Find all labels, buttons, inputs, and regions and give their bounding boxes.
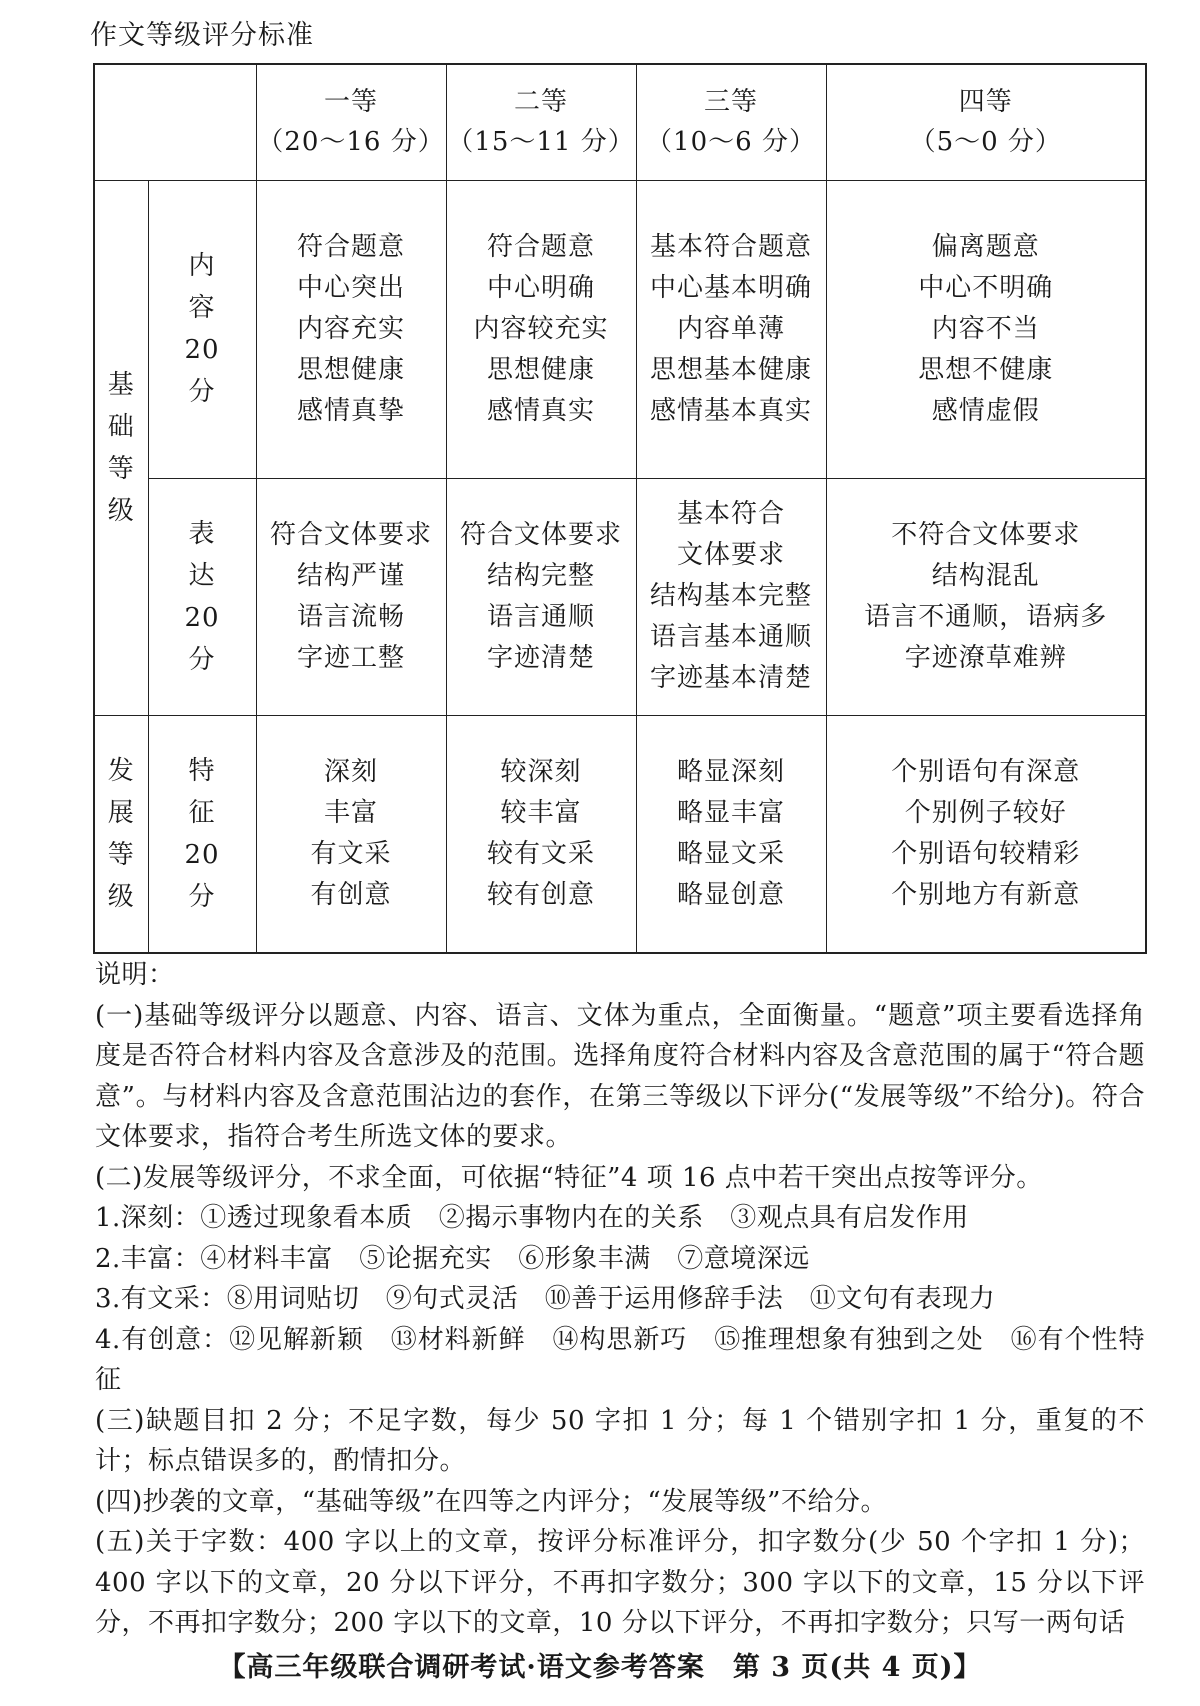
criterion-line: 有创意 <box>310 879 392 910</box>
category-char: 基 <box>107 369 135 400</box>
grade-header-3 <box>636 64 826 180</box>
criterion-line: 语言基本通顺 <box>649 622 812 652</box>
features-grade-2-cell <box>446 715 636 953</box>
criterion-line: 语言通顺 <box>486 601 595 632</box>
expression-row <box>94 478 1146 715</box>
criterion-line: 字迹基本清楚 <box>649 663 812 693</box>
criterion-line: 思想基本健康 <box>649 354 812 385</box>
grade-range: （15～11 分） <box>447 127 635 158</box>
label-char: 内 <box>188 251 216 281</box>
grade-header-2 <box>446 64 636 180</box>
criterion-line: 结构基本完整 <box>649 581 812 611</box>
page-heading: 作文等级评分标准 <box>90 20 314 51</box>
criterion-line: 有文采 <box>310 838 392 869</box>
criterion-line: 丰富 <box>323 797 378 828</box>
rubric-item: 4.有创意：⑫见解新颖 ⑬材料新鲜 ⑭构思新巧 ⑮推理想象有独到之处 ⑯有个性特征 <box>95 1324 1145 1395</box>
label-char: 达 <box>188 560 216 591</box>
criterion-line: 中心基本明确 <box>649 272 812 303</box>
criterion-line: 内容充实 <box>296 313 405 344</box>
basic-level-category <box>94 180 148 715</box>
criterion-line: 略显丰富 <box>676 797 785 828</box>
rubric-item: 1.深刻：①透过现象看本质 ②揭示事物内在的关系 ③观点具有启发作用 <box>95 1203 969 1233</box>
grade-range: （5～0 分） <box>909 127 1062 158</box>
label-char: 20 <box>184 839 220 870</box>
grade-name: 三等 <box>703 87 758 118</box>
label-char: 征 <box>188 797 216 828</box>
criterion-line: 符合题意 <box>296 231 405 262</box>
criterion-line: 语言不通顺，语病多 <box>864 601 1108 632</box>
note-paragraph: (四)抄袭的文章，“基础等级”在四等之内评分；“发展等级”不给分。 <box>95 1486 887 1517</box>
criterion-line: 内容较充实 <box>473 313 609 344</box>
criterion-line: 内容单薄 <box>676 313 785 344</box>
criterion-line: 结构混乱 <box>931 560 1040 591</box>
grade-header-4 <box>826 64 1146 180</box>
grade-header-1 <box>256 64 446 180</box>
page-footer: 【高三年级联合调研考试·语文参考答案 第 3 页(共 4 页)】 <box>218 1652 982 1683</box>
criterion-line: 深刻 <box>323 756 378 787</box>
grade-range: （10～6 分） <box>646 127 816 158</box>
criterion-line: 思想健康 <box>486 354 595 385</box>
criterion-line: 感情真挚 <box>296 395 405 426</box>
criterion-line: 略显深刻 <box>676 756 785 787</box>
criterion-line: 思想不健康 <box>918 354 1054 385</box>
label-char: 分 <box>188 377 216 407</box>
criterion-line: 较深刻 <box>500 756 582 787</box>
grade-name: 四等 <box>958 87 1013 118</box>
expression-label <box>148 478 256 715</box>
expression-grade-1-cell <box>256 478 446 715</box>
note-paragraph: (五)关于字数：400 字以上的文章，按评分标准评分，扣字数分(少 50 个字扣 1 分)；400 字以下的文章，20 分以下评分，不再扣字数分；300 字以下的文章，15 分以下评分，不再扣字数分；200 字以下的文章，10 分以下评分，不再扣字数分；只写一两句话 <box>95 1527 1145 1638</box>
content-grade-1-cell <box>256 180 446 478</box>
notes-title: 说明： <box>95 960 175 990</box>
category-char: 展 <box>107 797 135 828</box>
criterion-line: 个别地方有新意 <box>891 879 1081 910</box>
criterion-line: 字迹清楚 <box>486 642 595 673</box>
note-paragraph: (二)发展等级评分，不求全面，可依据“特征”4 项 16 点中若干突出点按等评分。 <box>95 1162 1043 1193</box>
corner-cell <box>94 64 256 180</box>
grade-name: 二等 <box>513 87 568 118</box>
criterion-line: 语言流畅 <box>296 601 405 632</box>
content-grade-2-cell <box>446 180 636 478</box>
criterion-line: 感情真实 <box>486 395 595 426</box>
content-label <box>148 180 256 478</box>
criterion-line: 较有文采 <box>486 838 595 869</box>
criterion-line: 符合题意 <box>486 231 595 262</box>
content-row <box>94 180 1146 478</box>
criterion-line: 个别例子较好 <box>904 797 1067 828</box>
criterion-line: 基本符合题意 <box>649 231 812 262</box>
criterion-line: 感情基本真实 <box>649 395 812 426</box>
criterion-line: 字迹工整 <box>296 642 405 673</box>
criterion-line: 基本符合 <box>676 499 785 529</box>
label-char: 20 <box>184 335 220 365</box>
criterion-line: 思想健康 <box>296 354 405 385</box>
category-char: 级 <box>107 881 135 912</box>
expression-grade-4-cell <box>826 478 1146 715</box>
label-char: 20 <box>184 602 220 633</box>
criterion-line: 中心不明确 <box>918 272 1054 303</box>
criterion-line: 略显创意 <box>676 879 785 910</box>
criterion-line: 个别语句较精彩 <box>891 838 1081 869</box>
content-grade-4-cell <box>826 180 1146 478</box>
features-grade-4-cell <box>826 715 1146 953</box>
grade-name: 一等 <box>323 87 378 118</box>
expression-grade-3-cell <box>636 478 826 715</box>
note-paragraph: (一)基础等级评分以题意、内容、语言、文体为重点，全面衡量。“题意”项主要看选择角度是否符合材料内容及含意涉及的范围。选择角度符合材料内容及含意范围的属于“符合题意”。与材料内容及含意范围沾边的套作，在第三等级以下评分(“发展等级”不给分)。符合文体要求，指符合考生所选文体的要求。 <box>95 1000 1145 1152</box>
features-row <box>94 715 1146 953</box>
features-grade-3-cell <box>636 715 826 953</box>
criterion-line: 中心明确 <box>486 272 595 303</box>
criterion-line: 符合文体要求 <box>459 519 622 550</box>
criterion-line: 个别语句有深意 <box>891 756 1081 787</box>
criterion-line: 略显文采 <box>676 838 785 869</box>
criterion-line: 中心突出 <box>296 272 405 303</box>
category-char: 级 <box>107 495 135 526</box>
content-grade-3-cell <box>636 180 826 478</box>
category-char: 础 <box>107 411 135 442</box>
criterion-line: 不符合文体要求 <box>891 519 1081 550</box>
criterion-line: 偏离题意 <box>931 231 1040 262</box>
category-char: 发 <box>107 755 135 786</box>
development-level-category <box>94 715 148 953</box>
category-char: 等 <box>107 453 135 484</box>
expression-grade-2-cell <box>446 478 636 715</box>
category-char: 等 <box>107 839 135 870</box>
features-grade-1-cell <box>256 715 446 953</box>
criterion-line: 内容不当 <box>931 313 1040 344</box>
criterion-line: 符合文体要求 <box>269 519 432 550</box>
criterion-line: 较有创意 <box>486 879 595 910</box>
criterion-line: 文体要求 <box>676 540 785 570</box>
rubric-item: 3.有文采：⑧用词贴切 ⑨句式灵活 ⑩善于运用修辞手法 ⑪文句有表现力 <box>95 1284 996 1314</box>
label-char: 表 <box>188 518 216 549</box>
grade-header-row <box>94 64 1146 180</box>
criterion-line: 感情虚假 <box>931 395 1040 426</box>
criterion-line: 字迹潦草难辨 <box>904 642 1067 673</box>
note-paragraph: (三)缺题目扣 2 分；不足字数，每少 50 字扣 1 分；每 1 个错别字扣 1 分，重复的不计；标点错误多的，酌情扣分。 <box>95 1405 1145 1476</box>
rubric-item: 2.丰富：④材料丰富 ⑤论据充实 ⑥形象丰满 ⑦意境深远 <box>95 1243 810 1274</box>
grade-range: （20～16 分） <box>257 127 445 158</box>
features-label <box>148 715 256 953</box>
criterion-line: 结构严谨 <box>296 560 405 591</box>
label-char: 分 <box>188 881 216 912</box>
label-char: 分 <box>188 644 216 675</box>
criterion-line: 结构完整 <box>486 560 595 591</box>
criterion-line: 较丰富 <box>500 797 582 828</box>
scoring-table <box>93 63 1147 954</box>
notes-section <box>95 955 1145 1644</box>
label-char: 容 <box>188 293 216 323</box>
label-char: 特 <box>188 755 216 786</box>
